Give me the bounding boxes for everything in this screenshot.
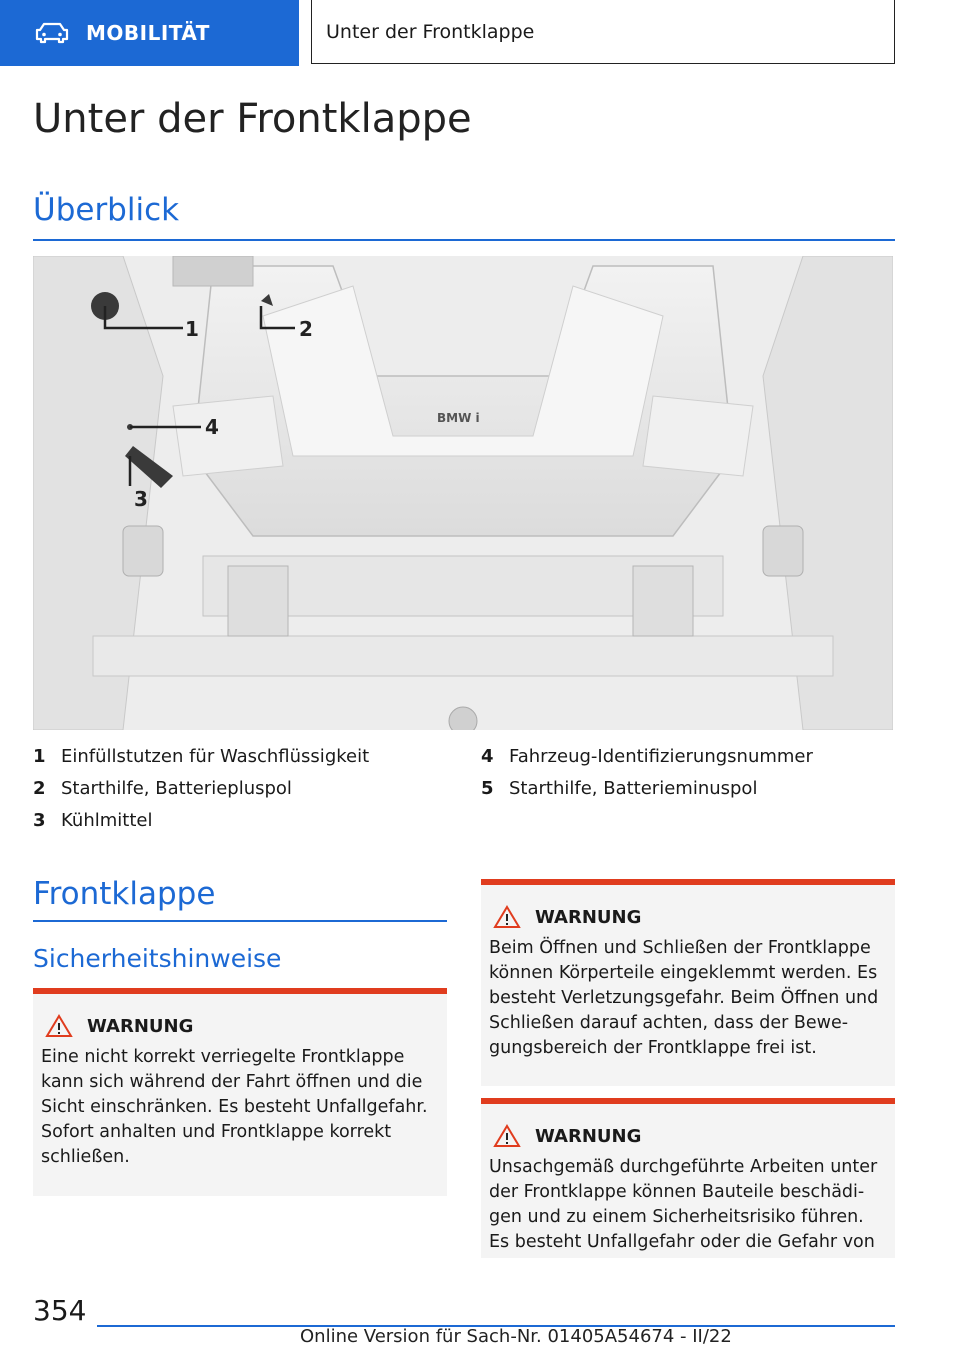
- legend-item: 3 Kühlmittel: [33, 809, 153, 831]
- warning-triangle-icon: [493, 1124, 521, 1148]
- page-number: 354: [33, 1294, 87, 1327]
- legend-item: 2 Starthilfe, Batteriepluspol: [33, 777, 292, 799]
- warning-label: WARNUNG: [535, 1125, 642, 1147]
- legend-item: 4 Fahrzeug-Identifizierungsnummer: [481, 745, 813, 767]
- warning-text: Unsachgemäß durchgeführte Arbeiten unter der Frontklappe können Bauteile beschädi‐gen und zu einem Sicherheitsrisiko führen. Es besteht Unfallgefahr oder die Gefahr von: [489, 1157, 878, 1252]
- overview-heading: Überblick: [33, 192, 180, 228]
- car-icon: [34, 22, 70, 44]
- warning-triangle-icon: [45, 1014, 73, 1038]
- callout-3: 3: [134, 487, 148, 511]
- chapter-tab: [311, 0, 895, 64]
- frontklappe-heading: Frontklappe: [33, 876, 216, 912]
- frontklappe-rule: [33, 920, 447, 922]
- warning-box: [33, 988, 447, 1196]
- section-tab: [0, 0, 299, 66]
- callout-4: 4: [205, 415, 219, 439]
- engine-bay-figure: [33, 256, 893, 730]
- warning-label: WARNUNG: [87, 1015, 194, 1037]
- safety-heading: Sicherheitshinweise: [33, 944, 282, 973]
- warning-label: WARNUNG: [535, 906, 642, 928]
- section-label: MOBILITÄT: [86, 21, 210, 45]
- warning-triangle-icon: [493, 905, 521, 929]
- warning-text: Eine nicht korrekt verriegelte Frontklappe kann sich während der Fahrt öffnen und die Sicht einschränken. Es besteht Unfallgefahr. Sofort anhalten und Frontklappe korrekt schließen.: [41, 1047, 428, 1167]
- legend-item: 5 Starthilfe, Batterieminuspol: [481, 777, 758, 799]
- page-title: Unter der Frontklappe: [33, 96, 472, 142]
- engine-bay-illustration: [33, 256, 893, 730]
- legend-right: [481, 740, 813, 804]
- warning-box: [481, 1098, 895, 1258]
- footer-text: Online Version für Sach-Nr. 01405A54674 - II/22: [300, 1326, 732, 1347]
- warning-box: [481, 879, 895, 1086]
- warning-text: Beim Öffnen und Schließen der Frontklappe können Körperteile eingeklemmt werden. Es besteht Verletzungsgefahr. Beim Öffnen und Schließen darauf achten, dass der Bewe‐gungsbereich der Frontklappe frei ist.: [489, 938, 879, 1058]
- callout-1: 1: [185, 317, 199, 341]
- chapter-label: Unter der Frontklappe: [326, 20, 535, 43]
- legend-item: 1 Einfüllstutzen für Waschflüssigkeit: [33, 745, 370, 767]
- figure-logo-text: BMW i: [437, 411, 480, 425]
- overview-rule: [33, 239, 895, 241]
- callout-2: 2: [299, 317, 313, 341]
- legend-left: [33, 740, 369, 836]
